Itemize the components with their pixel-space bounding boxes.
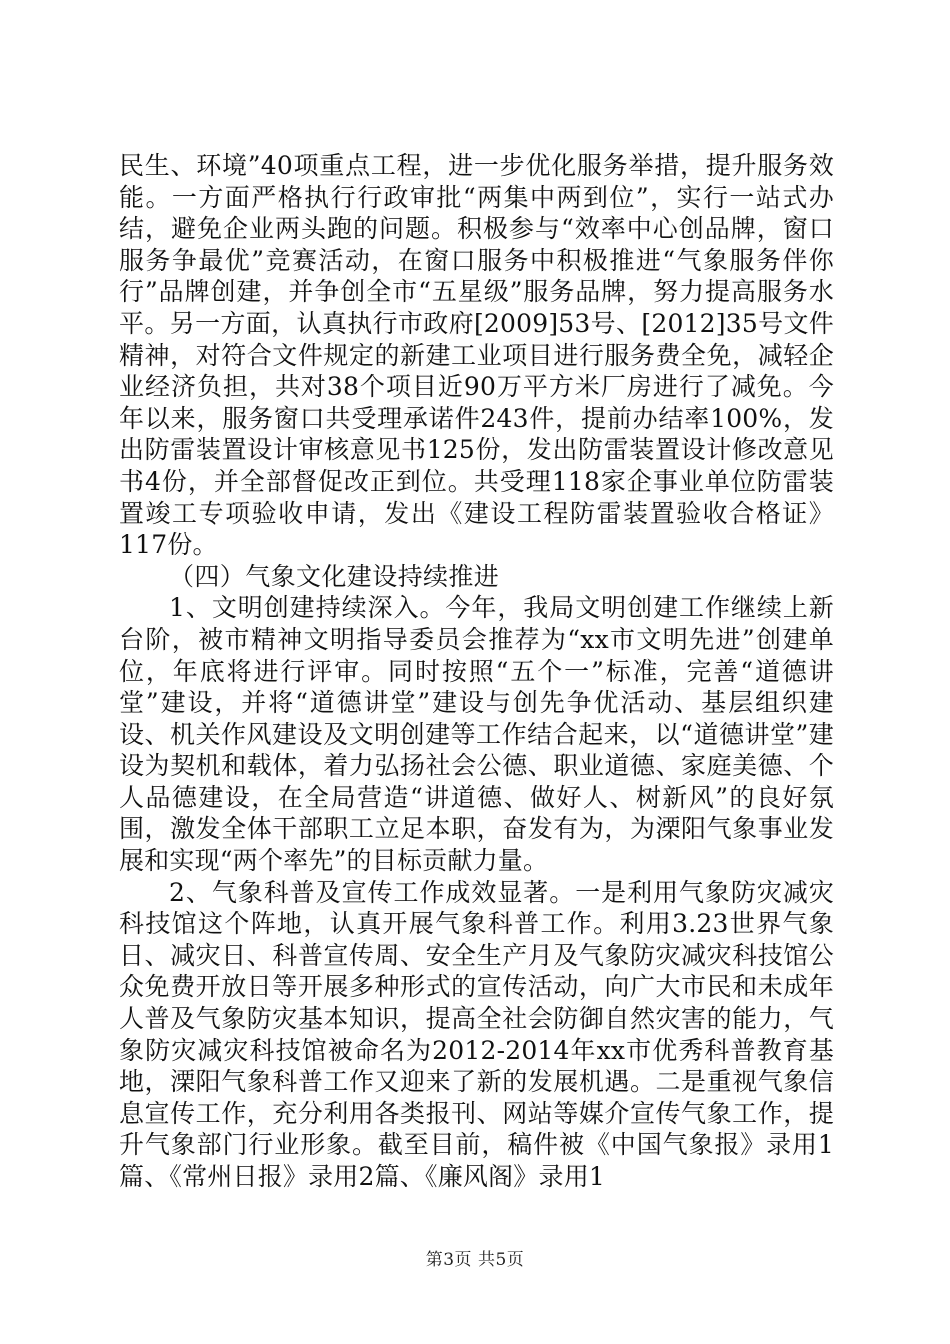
paragraph-continued: 民生、环境”40项重点工程，进一步优化服务举措，提升服务效能。一方面严格执行行政审批“两集中两到位”，实行一站式办结，避免企业两头跑的问题。积极参与“效率中心创品牌，窗口服务争最优”竞赛活动，在窗口服务中积极推进“气象服务伴你行”品牌创建，并争创全市“五星级”服务品牌，努力提高服务水平。另一方面，认真执行市政府[2009]53号、[2012]35号文件精神，对符合文件规定的新建工业项目进行服务费全免，减轻企业经济负担，共对38个项目近90万平方米厂房进行了减免。今年以来，服务窗口共受理承诺件243件，提前办结率100%，发出防雷装置设计审核意见书125份，发出防雷装置设计修改意见书4份，并全部督促改正到位。共受理118家企事业单位防雷装置竣工专项验收申请，发出《建设工程防雷装置验收合格证》117份。 (119, 151, 834, 560)
document-body (119, 150, 834, 1193)
paragraph-science-publicity: 2、气象科普及宣传工作成效显著。一是利用气象防灾减灾科技馆这个阵地，认真开展气象科普工作。利用3.23世界气象日、减灾日、科普宣传周、安全生产月及气象防灾减灾科技馆公众免费开放日等开展多种形式的宣传活动，向广大市民和未成年人普及气象防灾基本知识，提高全社会防御自然灾害的能力，气象防灾减灾科技馆被命名为2012-2014年xx市优秀科普教育基地，溧阳气象科普工作又迎来了新的发展机遇。二是重视气象信息宣传工作，充分利用各类报刊、网站等媒介宣传气象工作，提升气象部门行业形象。截至目前，稿件被《中国气象报》录用1篇、《常州日报》录用2篇、《廉风阁》录用1 (119, 877, 834, 1191)
paragraph-civilization-building: 1、文明创建持续深入。今年，我局文明创建工作继续上新台阶，被市精神文明指导委员会推荐为“xx市文明先进”创建单位，年底将进行评审。同时按照“五个一”标准，完善“道德讲堂”建设，并将“道德讲堂”建设与创先争优活动、基层组织建设、机关作风建设及文明创建等工作结合起来，以“道德讲堂”建设为契机和载体，着力弘扬社会公德、职业道德、家庭美德、个人品德建设，在全局营造“讲道德、做好人、树新风”的良好氛围，激发全体干部职工立足本职，奋发有为，为溧阳气象事业发展和实现“两个率先”的目标贡献力量。 (119, 593, 834, 876)
section-heading: （四）气象文化建设持续推进 (169, 561, 500, 591)
page-number-footer: 第3页 共5页 (425, 1250, 525, 1270)
